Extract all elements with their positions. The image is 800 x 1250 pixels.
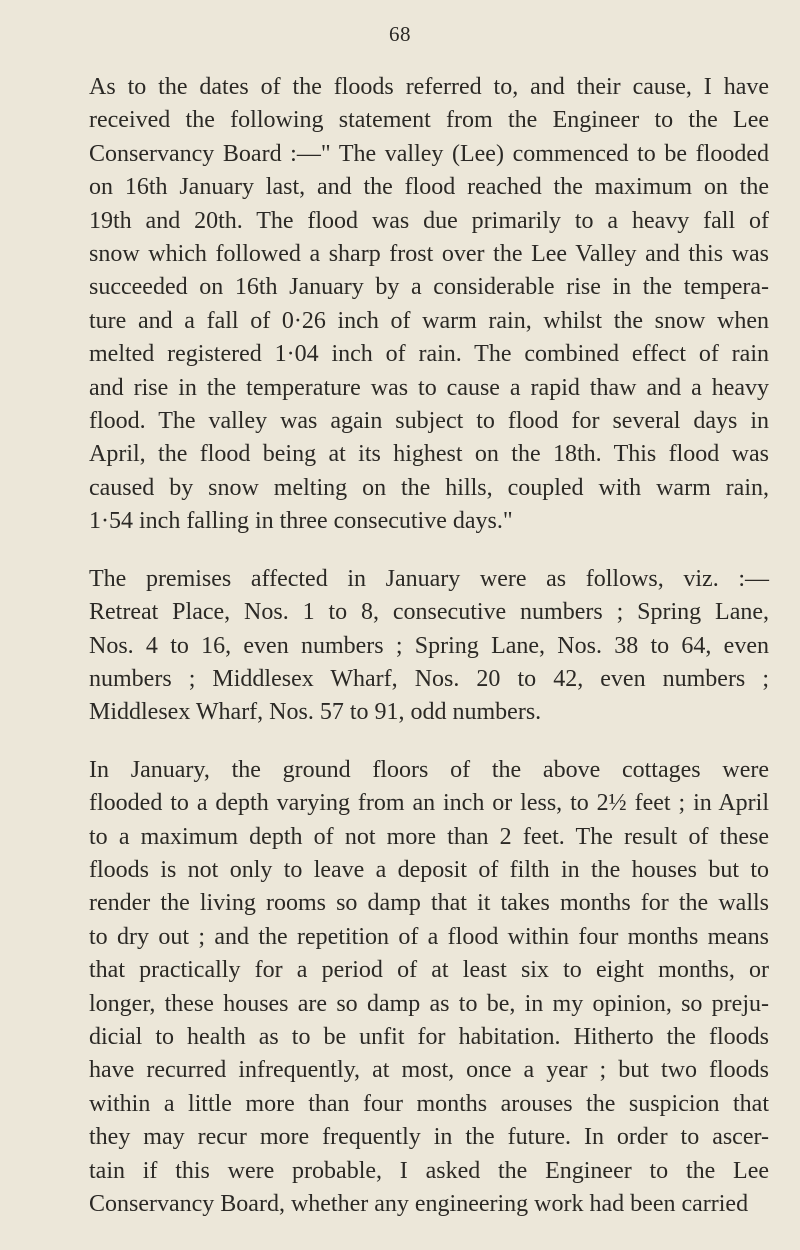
text-line: The premises affected in January were as follows, viz. :— — [89, 565, 769, 592]
text-line: Conservancy Board, whether any engineering work had been carried — [89, 1191, 749, 1217]
body-text — [38, 71, 769, 1221]
text-line: melted registered 1·04 inch of rain. The combined effect of rain — [89, 341, 769, 368]
text-line: 1·54 inch falling in three consecutive days." — [89, 508, 513, 535]
text-line: Middlesex Wharf, Nos. 57 to 91, odd numbers. — [89, 699, 542, 726]
text-line: April, the flood being at its highest on the 18th. This flood was — [89, 441, 769, 468]
text-line: within a little more than four months arouses the suspicion that — [89, 1090, 769, 1117]
paragraph-flood-effects — [38, 754, 769, 1222]
text-line: to dry out ; and the repetition of a flood within four months means — [89, 923, 769, 950]
text-line: In January, the ground floors of the above cottages were — [89, 756, 769, 783]
text-line: on 16th January last, and the flood reached the maximum on the — [89, 174, 769, 201]
text-line: have recurred infrequently, at most, once a year ; but two floods — [89, 1057, 769, 1084]
text-line: 19th and 20th. The flood was due primarily to a heavy fall of — [89, 207, 769, 234]
text-line: As to the dates of the floods referred to, and their cause, I have — [89, 74, 769, 100]
text-line: Retreat Place, Nos. 1 to 8, consecutive numbers ; Spring Lane, — [89, 599, 769, 626]
text-line: they may recur more frequently in the future. In order to ascer- — [89, 1124, 769, 1151]
text-line: flooded to a depth varying from an inch or less, to 2½ feet ; in April — [89, 790, 769, 817]
text-line: render the living rooms so damp that it takes months for the walls — [89, 890, 769, 917]
text-line: received the following statement from the Engineer to the Lee — [89, 107, 769, 134]
text-line: caused by snow melting on the hills, coupled with warm rain, — [89, 474, 769, 501]
text-line: floods is not only to leave a deposit of filth in the houses but to — [89, 856, 769, 883]
paragraph-flood-dates — [38, 71, 769, 539]
paragraph-premises-affected — [38, 563, 769, 730]
text-line: ture and a fall of 0·26 inch of warm rain, whilst the snow when — [89, 307, 769, 334]
text-line: Conservancy Board :—" The valley (Lee) commenced to be flooded — [89, 140, 769, 167]
text-line: and rise in the temperature was to cause a rapid thaw and a heavy — [89, 374, 769, 401]
text-line: flood. The valley was again subject to flood for several days in — [89, 408, 769, 435]
text-line: numbers ; Middlesex Wharf, Nos. 20 to 42, even numbers ; — [89, 665, 769, 692]
text-line: that practically for a period of at least six to eight months, or — [89, 957, 769, 984]
text-line: to a maximum depth of not more than 2 feet. The result of these — [89, 823, 769, 850]
page-number: 68 — [389, 22, 411, 46]
text-line: longer, these houses are so damp as to be, in my opinion, so preju- — [89, 990, 769, 1017]
text-line: dicial to health as to be unfit for habitation. Hitherto the floods — [89, 1023, 769, 1050]
text-line: snow which followed a sharp frost over the Lee Valley and this was — [89, 241, 769, 268]
text-line: succeeded on 16th January by a considerable rise in the tempera- — [89, 274, 769, 301]
text-line: Nos. 4 to 16, even numbers ; Spring Lane, Nos. 38 to 64, even — [89, 632, 769, 659]
text-line: tain if this were probable, I asked the Engineer to the Lee — [89, 1157, 769, 1184]
